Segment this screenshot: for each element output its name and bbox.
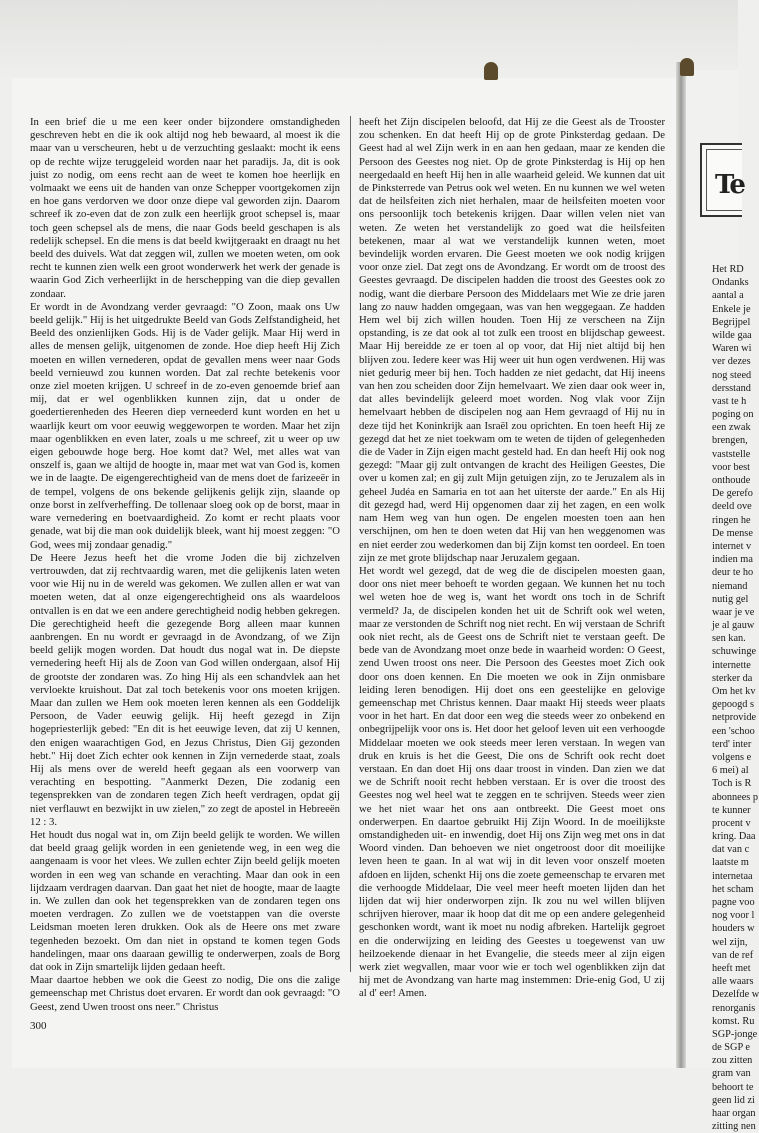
paragraph: Het houdt dus nogal wat in, om Zijn beeld gelijk te worden. We willen dat beeld graag gelijk worden in een genietende weg, in een weg die aangenaam is voor het vlees. We zullen echter Zijn beeld gelijk moeten worden in een weg van schande en verachting. Maar dan ook in een lijdzaam verdragen daarvan. Dan gaat het niet de hoogte, maar de laagte in. We zullen dan ook het tegensprekken van de zondaren tegen ons moeten verdragen. Zo zullen we de voetstappen van die overste Leidsman moeten leren drukken. Ook als de Heere ons met zware tegenheden bezoekt. Om dan niet in opstand te komen tegen Gods handelingen, maar ons daaraan gewillig te onderwerpen, zoals de Borg dat ook in Zijn smartelijk lijden gedaan heeft. xyxy=(30,828,340,973)
right-page-line: vast te h xyxy=(712,395,747,407)
paragraph: Maar daartoe hebben we ook die Geest zo nodig, Die ons die zalige gemeenschap met Christus doet ervaren. Er wordt dan ook gevraagd: "O Geest, zend Uwen troost ons neer." Christus xyxy=(30,974,340,1013)
right-page-line: internetaa xyxy=(712,870,753,882)
masthead-logo xyxy=(700,143,742,217)
right-page-line: De mense xyxy=(712,527,753,539)
logo-frame xyxy=(706,149,742,211)
right-page-line: procent v xyxy=(712,817,751,829)
right-page-line: brengen, xyxy=(712,435,748,447)
column-divider xyxy=(350,116,351,972)
right-page-line: van de ref xyxy=(712,949,754,961)
right-page-line: schuwinge xyxy=(712,646,757,658)
right-page-line: netprovide xyxy=(712,712,757,724)
right-page-line: te kunner xyxy=(712,804,751,816)
page-number: 300 xyxy=(30,1020,47,1032)
right-page-line: Ondanks xyxy=(712,277,749,289)
right-page-line: wel zijn, xyxy=(712,936,748,948)
right-page-line: terd' inter xyxy=(712,738,752,750)
right-page-line: ringen he xyxy=(712,514,751,526)
paragraph: In een brief die u me een keer onder bijzondere omstandigheden geschreven hebt en die ik ook altijd nog heb bewaard, al moest ik die maar van u verscheuren, hebt u de verzuchting geslaakt: mocht ik eens op de rechte wijze teruggeleid worden naar het paradijs. Ja, dit is ook juist zo nodig, om eens recht aan de weet te komen hoe heerlijk en volmaakt we eens uit de handen van onze Schepper voortgekomen zijn en hoe gans verdorven we door onze diepe val geworden zijn. Daarom schreef ik zo-even dat de zon zulk een heerlijk groot schepsel is, maar toch geen schepsel als de mens, die naar Gods beeld geschapen is als redelijk schepsel. En die mens is dat beeld kwijtgeraakt en draagt nu het beeld des duivels. Wat dat zeggen wil, zullen we moeten weten, om ook recht te kunnen zien welk een groot wonderwerk het werk der genade is waarin God Zich verheerlijkt in de herschepping van die diep gevallen zondaar. xyxy=(30,116,340,300)
bookmark-ribbon xyxy=(484,62,498,80)
right-page-line: sen kan. xyxy=(712,633,746,645)
right-page-line: indien ma xyxy=(712,554,753,566)
right-page-line: behoort te xyxy=(712,1081,754,1093)
right-page-line: nutig gel xyxy=(712,593,749,605)
right-page-text xyxy=(712,263,759,1133)
right-page-line: gepoogd s xyxy=(712,699,755,711)
paragraph: De Heere Jezus heeft het die vrome Joden die bij zichzelven vertrouwden, dat zij rechtvaardig waren, met die gelijkenis laten weten voor wie Hij nu in de wereld was gekomen. We zullen allen er wat van moeten weten, dat al onze eigengerechtigheid ons als waardeloos ontvallen is en dat we een andere gerechtigheid nodig hebben gekregen. Die gerechtigheid heeft die gezegende Borg alleen maar kunnen aanbrengen. En nu wordt er gevraagd in de Avondzang, of we Zijn beeld gelijk mogen worden. Dat houdt dus nogal wat in. De diepste vernedering heeft Hij als de Zoon van God willen ondergaan, alsof Hij de grootste der zondaren was. Zo hing Hij als een schandvlek aan het vervloekte kruishout. Dat zal toch betekenis voor ons moeten krijgen. Maar dan zullen we Hem ook moeten leren kennen als een Goddelijk Persoon, de Vader eeuwig gelijk. Hij heeft gezegd in Zijn hogepriesterlijk gebed: "En dit is het eeuwige leven, dat zij U kennen, den enigen waarachtigen God, en Jezus Christus, Dien Gij gezonden hebt." Hij doet Zich echter ook kennen in Zijn vernederde staat, zoals Hij als mens over de wereld heeft gegaan als een voorwerp van verachting en bespotting. "Aanmerkt Dezen, Die zodanig een tegensprekken van de zondaren tegen Zich heeft verdragen, opdat gij niet verflauwt en bezwijkt in uw zielen," zo zegt de apostel in Hebreeën 12 : 3. xyxy=(30,551,340,828)
right-page-line: onthoude xyxy=(712,475,751,486)
right-page-line: kring. Daa xyxy=(712,831,756,843)
right-page-line: een zwak xyxy=(712,422,751,434)
right-page-line: Toch is R xyxy=(712,778,752,790)
right-page-line: het scham xyxy=(712,883,754,895)
right-page-line: nog steed xyxy=(712,369,752,381)
right-page-line: dat van c xyxy=(712,844,750,856)
book-spine xyxy=(676,62,686,1068)
right-page-line: zou zitten xyxy=(712,1055,753,1067)
right-page-line: haar organ xyxy=(712,1108,756,1119)
right-page-line: SGP-jonge xyxy=(712,1028,758,1040)
right-page-line: waar je ve xyxy=(712,606,755,618)
right-page-line: een 'schoo xyxy=(712,725,755,737)
right-page-line: ver dezes xyxy=(712,356,751,368)
right-page-line: geen lid zi xyxy=(712,1094,755,1106)
right-page-line: sterker da xyxy=(712,672,753,684)
bookmark-ribbon xyxy=(680,58,694,76)
right-page-line: Waren wi xyxy=(712,343,752,355)
right-page-line: houders w xyxy=(712,923,755,935)
right-page-line: laatste m xyxy=(712,857,749,869)
logo-letters-icon: Te xyxy=(715,170,744,200)
paragraph: heeft het Zijn discipelen beloofd, dat Hij ze die Geest als de Trooster zou schenken. En dat heeft Hij op de grote Pinksterdag gedaan. De Geest had al wel Zijn werk in en aan hen gedaan, maar ze kenden die Persoon des Geestes nog niet. Op de grote Pinksterdag is Hij op hen neergedaald en heeft Hij hen in alle waarheid geleid. We kunnen dat uit de Pinksterrede van Petrus ook wel weten. En nu kunnen we wel weten dat de heilsfeiten zich niet herhalen, maar de heilsfeiten moeten voor ons persoonlijk toch betekenis krijgen. Daar willen velen niet van weten. Ze weten het verstandelijk zo goed wat die heilsfeiten betekenen, maar al wat we verstandelijk kunnen weten, moet bevindelijk worden ervaren. Die Geest moeten we ook nodig krijgen voor onze ziel. Dat zegt ons de Avondzang. Er wordt om de troost des Geestes gevraagd. De discipelen hadden die troost des Geestes ook zo nodig, want die dierbare Persoon des Middelaars met Wie ze drie jaren lang zo nauw hadden omgegaan, was van hen weggegaan. Ze hadden Hem wel bij zich willen houden. Toen Hij ze verscheen na Zijn opstanding, is ze dat ook al tot zulk een troost en blijdschap geweest. Maar Hij bereidde ze er toen al op voor, dat Hij niet altijd bij hen blijven zou. Iedere keer was Hij weer uit hun ogen verdwenen. Hij was niet gedurig meer bij hen. Toch hadden ze niet gedacht, dat Hij ineens van hen zou scheiden door Zijn hemelvaart. We zien daar ook weer in, dat alles bevindelijk geleerd moet worden. Nog vlak voor Zijn hemelvaart hebben de discipelen nog aan Hem gevraagd of Hij nu in deze tijd het Koninkrijk aan Israël zou oprichten. En toen heeft Hij ze gezegd dat het ze niet toekwam om te weten de tijden of gelegenheden die de Vader in Zijn eigen macht gesteld had. En dan heeft Hij ook nog gezegd: "Maar gij zult ontvangen de kracht des Heiligen Geestes, Die over u komen zal; en gij zult Mijn getuigen zijn, zo te Jeruzalem als in geheel Judéa en Samaria en tot aan het uiterste der aarde." En als Hij dit gezegd had, werd Hij opgenomen daar zij het zagen, en een wolk nam Hem weg van hun ogen. De engelen moesten toen aan hen verschijnen, om hen te doen weten dat Hij van hen weggenomen was en niet eerder zou wederkomen dan bij Zijn komst ten oordeel. En toen zijn ze met grote blijdschap naar Jeruzalem gegaan. xyxy=(359,116,665,564)
text-column-right xyxy=(359,116,665,1000)
right-page-line: internet v xyxy=(712,540,752,552)
right-page-line: gram van xyxy=(712,1068,751,1080)
right-page-line: voor best xyxy=(712,461,751,473)
right-page-line: deur te ho xyxy=(712,567,754,579)
paragraph: Er wordt in de Avondzang verder gevraagd: "O Zoon, maak ons Uw beeld gelijk." Hij is het uitgedrukte Beeld van Gods Zelfstandigheid, het Beeld des onzienlijken Gods. Hij is de Vader gelijk. Maar Hij werd in alles de mensen gelijk, uitgenomen de zonde. Hoe diep heeft Hij Zich moeten en willen vernederen, opdat de gevallen mens weer naar Gods beeld vernieuwd zou kunnen worden. Dat zal rechte betekenis voor onze ziel moeten krijgen. U schreef in de zo-even genoemde brief aan mij, dat er wel ogenblikken kunnen zijn, dat u onder de goedertierenheden des Heeren diep verneederd kunt worden en het u waarlijk keurt om voor eeuwig weggeworpen te worden. Maar het zijn maar ogenblikken en even later, zoals u me schreef, zit u weer op uw eigen gebouwde hoge berg. Hoe komt dat? Wel, met alles wat van onszelf is, gaan we altijd de hoogte in, maar met wat van God is, komen we in de laagte. De eigengerechtigheid van de mens doet de farizeeër in de tempel, volgens de ons bekende gelijkenis gelijk zijn, slaande op onze borst in zelfverheffing. De tollenaar sloeg ook op de borst, maar in ware vernedering en boetvaardigheid. Zo komt er recht plaats voor genade, wat bij die man ook duidelijk bleek, want hij moest zeggen: "O God, wees mij zondaar genadig." xyxy=(30,300,340,551)
right-page-line: pagne voo xyxy=(712,897,755,908)
right-page-line: Begrijpel xyxy=(712,316,751,328)
right-page-line: je al gauw xyxy=(712,620,755,632)
right-page-line: wilde gaa xyxy=(712,329,752,341)
scan-background xyxy=(0,0,738,80)
right-page-line: De gerefo xyxy=(712,488,753,500)
right-page-line: abonnees p xyxy=(712,791,759,803)
right-page-line: dersstand xyxy=(712,382,751,394)
right-page-line: aantal a xyxy=(712,290,744,302)
text-column-left xyxy=(30,116,340,1013)
right-page-line: Het RD xyxy=(712,264,744,275)
right-page-line: nog voor l xyxy=(712,910,755,922)
right-page-line: zitting nen xyxy=(712,1121,756,1133)
right-page-line: vaststelle xyxy=(712,448,751,460)
right-page-line: heeft met xyxy=(712,962,751,974)
right-page-line: internette xyxy=(712,659,751,671)
right-page-line: volgens e xyxy=(712,751,752,763)
right-page-line: de SGP e xyxy=(712,1042,750,1054)
right-page-line: poging on xyxy=(712,409,754,421)
right-page-line: komst. Ru xyxy=(712,1015,755,1027)
right-page-line: 6 mei) al xyxy=(712,765,749,777)
right-page-line: Dezelfde w xyxy=(712,989,759,1001)
right-page-line: renorganis xyxy=(712,1002,756,1014)
right-page-line: alle waars xyxy=(712,976,754,988)
paragraph: Het wordt wel gezegd, dat de weg die de discipelen moesten gaan, door ons niet meer behoeft te worden gegaan. We kunnen het nu toch wel weten hoe de weg is, want het wordt ons toch in de Schrift vermeld? Ja, de discipelen konden het uit de Schrift ook wel weten, maar ze verstonden de Schrift nog niet recht. En wij verstaan de Schrift ook niet recht, als de Geest ons de Schrift niet te verstaan geeft. De bede van de Avondzang moet onze bede in waarheid worden: O Geest, zend Uwen troost ons neer. Die Persoon des Geestes moet Zich ook door ons doen kennen. En Die moeten we ook in Zijn onmisbare leiding leren benodigen. Hij doet ons een geestelijke en gelovige gemeenschap met Christus kennen. Daar maakt Hij steeds weer plaats voor in het hart. En dat door een weg die steeds weer zo onbekend en onbegrijpelijk voor ons is. Het door het geloof leven uit een verhoogde Middelaar moeten we ook steeds meer leren verstaan. In wegen van druk en kruis is het die Geest, Die ons de Schrift ook recht doet verstaan. En dan doet Hij ons daar troost in vinden. Dan zien we dat we de Schrift nooit recht hebben verstaan. Er is over die troost des Geestes nog wel heel wat te zeggen en te schrijven. Steeds weer zien we het niet waar het ons aan ontbreekt. Die Geest moet ons onderwerpen. En daartoe gebruikt Hij Zijn Woord. In de moeilijkste omstandigheden uit- en inwendig, doet Hij ons Zijn weg met ons in dat Woord vinden. Dan behoeven we niet ongetroost door dit moeilijke leven heen te gaan. In al wat wij in dit leven voor onszelf moeten afdoen en lijden, schenkt Hij ons die zoete gemeenschap te ervaren met die verhoogde Middelaar, Die veel meer heeft moeten lijden dan het lijden dat wij hier onderworpen zijn. Ik zou nu wel willen blijven schrijven hierover, maar ik hoop dat dit me op een andere gelegenheid geschonken wordt, want ik moet nu nodig afbreken. Hartelijk gegroet en die onderwijzing en leiding des Geestes u toegewenst van uw heilzoekende dienaar in het Evangelie, die steeds meer al zijn eigen werk ziet wegvallen, maar voor wie er toch wel ogenblikken zijn dat hij met de Avondzang van harte mag instemmen: Drie-enig God, U zij al d' eer! Amen. xyxy=(359,564,665,1000)
right-page-line: Om het kv xyxy=(712,686,756,697)
right-page-line: deeld ove xyxy=(712,501,752,513)
right-page-line: niemand xyxy=(712,580,748,592)
right-page-line: Enkele je xyxy=(712,303,751,315)
